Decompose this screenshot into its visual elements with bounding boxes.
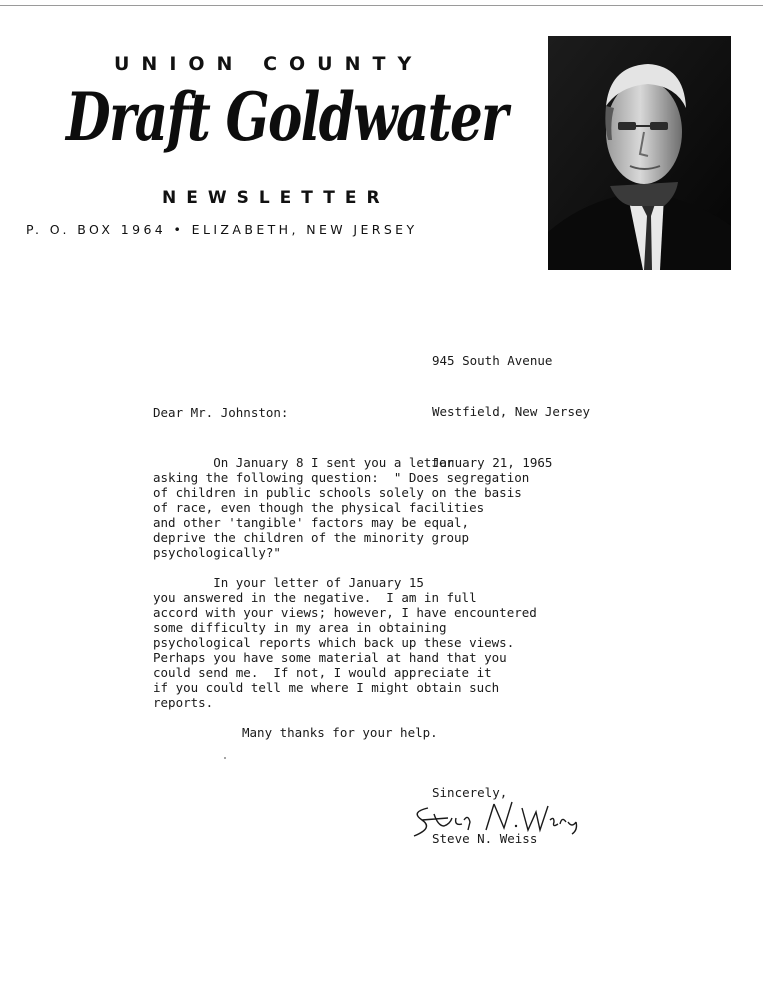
paragraph-line: On January 8 I sent you a letter [153, 455, 455, 470]
letterhead-address: P. O. BOX 1964 • ELIZABETH, NEW JERSEY [26, 222, 418, 237]
typed-signer-name: Steve N. Weiss [432, 831, 538, 846]
portrait-illustration [548, 36, 731, 270]
letter-date: January 21, 1965 [432, 455, 553, 470]
letterhead-organization: UNION COUNTY [114, 53, 424, 75]
letterhead-masthead: Draft Goldwater [66, 78, 507, 156]
paragraph-line: In your letter of January 15 [153, 575, 424, 590]
closing-thanks: Many thanks for your help. [242, 725, 438, 740]
paragraph-line: deprive the children of the minority group [153, 530, 470, 545]
paragraph-line: some difficulty in my area in obtaining [153, 620, 447, 635]
paragraph-line: could send me. If not, I would appreciate it [153, 665, 492, 680]
sender-city: Westfield, New Jersey [432, 404, 591, 419]
paragraph-line: psychological reports which back up these views. [153, 635, 515, 650]
paragraph-line: you answered in the negative. I am in full [153, 590, 477, 605]
letterhead-subtitle: NEWSLETTER [162, 188, 390, 208]
paragraph-line: of race, even though the physical facilities [153, 500, 485, 515]
top-rule [0, 5, 763, 6]
paragraph-line: psychologically?" [153, 545, 281, 560]
sender-street: 945 South Avenue [432, 353, 553, 368]
sign-off: Sincerely, [432, 785, 508, 800]
body-paragraph-1 [153, 455, 623, 560]
paragraph-line: Perhaps you have some material at hand that you [153, 650, 507, 665]
salutation: Dear Mr. Johnston: [153, 405, 289, 420]
paragraph-line: of children in public schools solely on the basis [153, 485, 522, 500]
paper-speck [224, 757, 226, 759]
paragraph-line: asking the following question: " Does segregation [153, 470, 530, 485]
paragraph-line: if you could tell me where I might obtain such [153, 680, 500, 695]
paragraph-line: reports. [153, 695, 214, 710]
body-paragraph-2 [153, 575, 623, 710]
portrait-photo [548, 36, 731, 270]
paragraph-line: accord with your views; however, I have encountered [153, 605, 537, 620]
paragraph-line: and other 'tangible' factors may be equal, [153, 515, 470, 530]
